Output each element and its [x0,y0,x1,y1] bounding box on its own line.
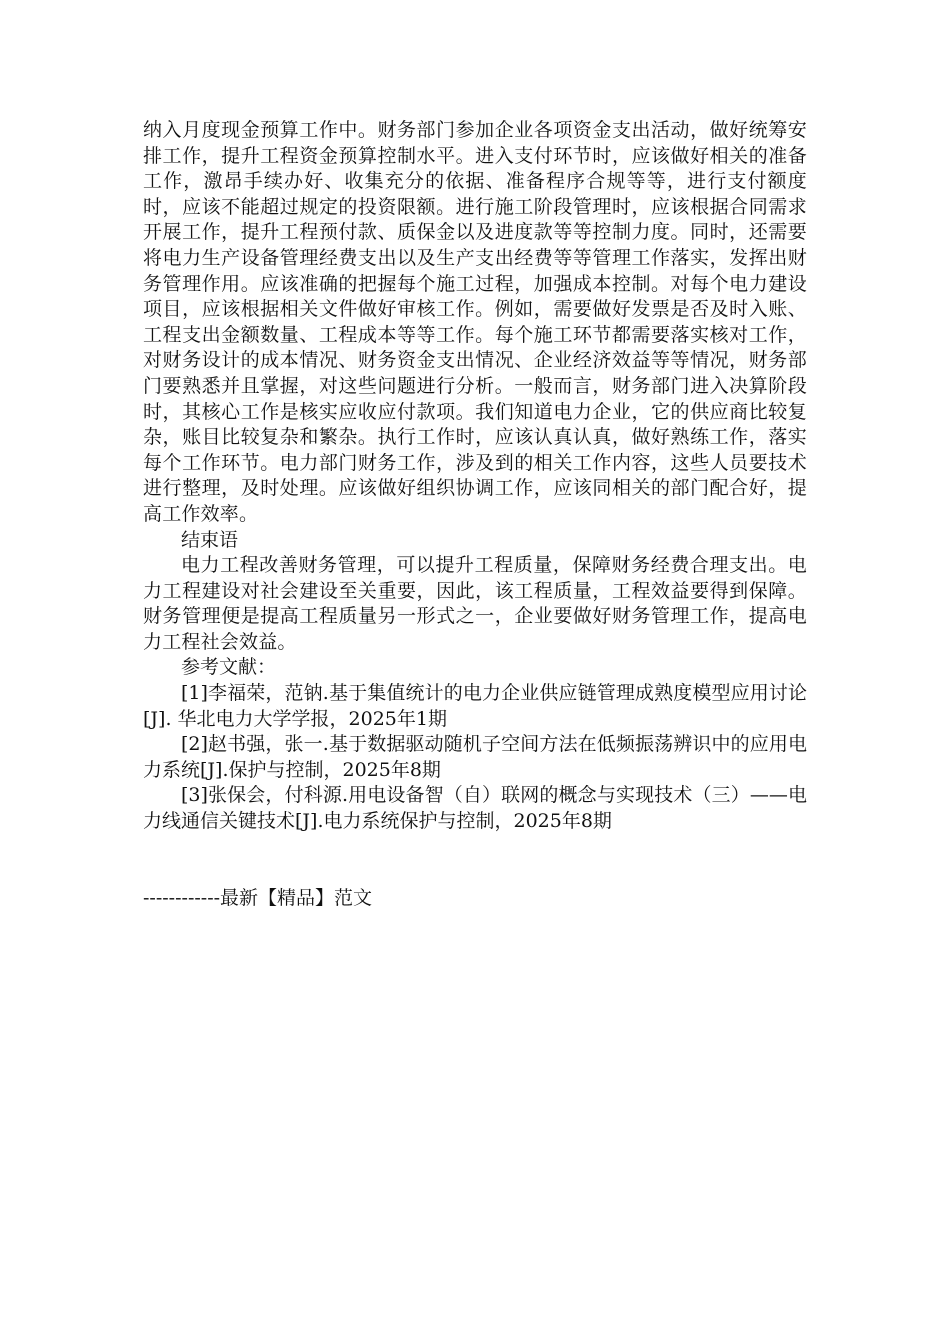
reference-item-3: [3]张保会，付科源.用电设备智（自）联网的概念与实现技术（三）——电力线通信关键技术[J].电力系统保护与控制，2025年8期 [143,784,807,833]
body-paragraph: 纳入月度现金预算工作中。财务部门参加企业各项资金支出活动，做好统筹安排工作，提升工程资金预算控制水平。进入支付环节时，应该做好相关的准备工作，激昂手续办好、收集充分的依据、准备程序合规等等，进行支付额度时，应该不能超过规定的投资限额。进行施工阶段管理时，应该根据合同需求开展工作，提升工程预付款、质保金以及进度款等等控制力度。同时，还需要将电力生产设备管理经费支出以及生产支出经费等等管理工作落实，发挥出财务管理作用。应该准确的把握每个施工过程，加强成本控制。对每个电力建设项目，应该根据相关文件做好审核工作。例如，需要做好发票是否及时入账、工程支出金额数量、工程成本等等工作。每个施工环节都需要落实核对工作，对财务设计的成本情况、财务资金支出情况、企业经济效益等等情况，财务部门要熟悉并且掌握，对这些问题进行分析。一般而言，财务部门进入决算阶段时，其核心工作是核实应收应付款项。我们知道电力企业，它的供应商比较复杂，账目比较复杂和繁杂。执行工作时，应该认真认真，做好熟练工作，落实每个工作环节。电力部门财务工作，涉及到的相关工作内容，这些人员要技术进行整理，及时处理。应该做好组织协调工作，应该同相关的部门配合好，提高工作效率。 [143,119,807,525]
conclusion-heading: 结束语 [181,528,239,551]
reference-item-1: [1]李福荣，范钠.基于集值统计的电力企业供应链管理成熟度模型应用讨论[J]. 华北电力大学学报，2025年1期 [143,682,807,730]
reference-item-2: [2]赵书强，张一.基于数据驱动随机子空间方法在低频振荡辨识中的应用电力系统[J].保护与控制，2025年8期 [143,733,807,781]
document-body [143,118,807,835]
conclusion-paragraph: 电力工程改善财务管理，可以提升工程质量，保障财务经费合理支出。电力工程建设对社会建设至关重要，因此，该工程质量，工程效益要得到保障。财务管理便是提高工程质量另一形式之一，企业要做好财务管理工作，提高电力工程社会效益。 [143,554,807,653]
page-footer: ------------最新【精品】范文 [143,887,373,909]
references-heading: 参考文献： [181,656,277,679]
